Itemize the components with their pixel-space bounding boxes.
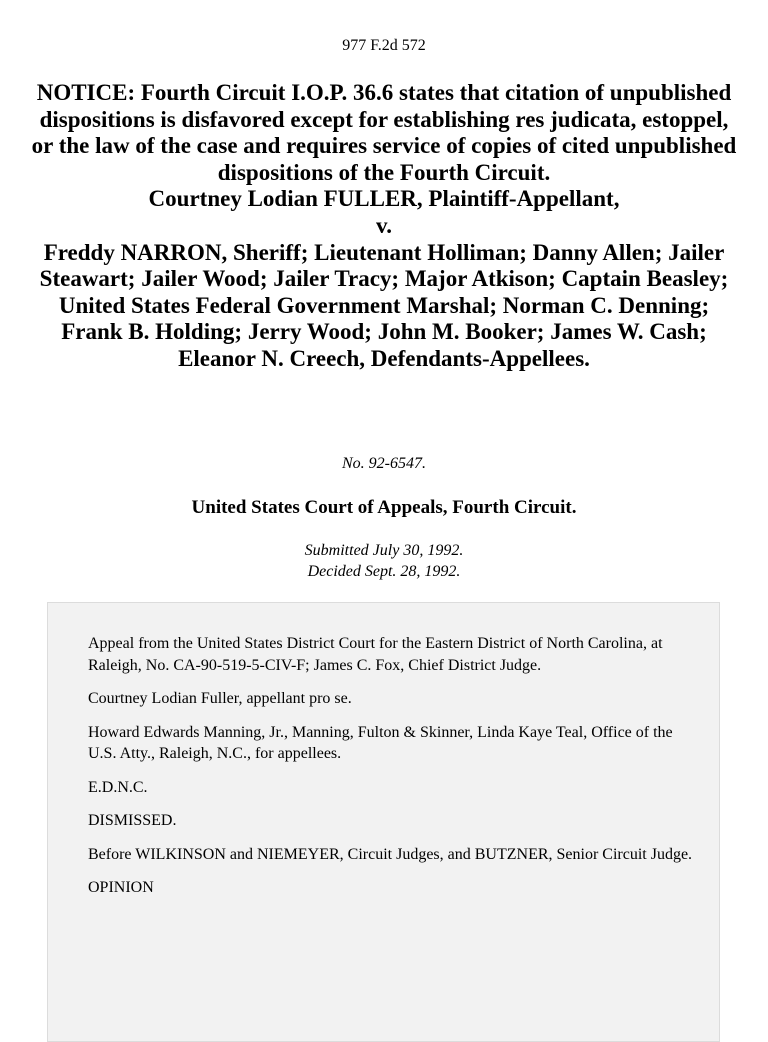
appeal-from-paragraph: Appeal from the United States District Court for the Eastern District of North Carolina, at Raleigh, No. CA-90-519-5-CIV-F; James C. Fox, Chief District Judge. <box>88 635 663 674</box>
case-dates <box>0 540 768 582</box>
appellant-counsel-paragraph: Courtney Lodian Fuller, appellant pro se. <box>88 690 352 707</box>
case-details-panel <box>47 602 720 1042</box>
case-details-content <box>88 633 698 911</box>
opinion-heading: OPINION <box>88 879 154 896</box>
submitted-date: Submitted July 30, 1992. <box>304 542 464 559</box>
district-paragraph: E.D.N.C. <box>88 778 148 796</box>
judges-paragraph: Before WILKINSON and NIEMEYER, Circuit Judges, and BUTZNER, Senior Circuit Judge. <box>88 845 693 863</box>
court-name: United States Court of Appeals, Fourth Circuit. <box>191 497 577 518</box>
docket-number: No. 92-6547. <box>342 455 426 472</box>
versus-line: v. <box>376 212 392 238</box>
defendants-line: Freddy NARRON, Sheriff; Lieutenant Holliman; Danny Allen; Jailer Steawart; Jailer Wood; Jailer Tracy; Major Atkison; Captain Beasley; United States Federal Government Marshal; Norman C. Denning; Frank B. Holding; Jerry Wood; John M. Booker; James W. Cash; Eleanor N. Creech, Defendants-Appellees. <box>39 239 729 371</box>
case-caption <box>30 80 738 373</box>
plaintiff-line: Courtney Lodian FULLER, Plaintiff-Appellant, <box>148 186 620 212</box>
notice-text: NOTICE: Fourth Circuit I.O.P. 36.6 states that citation of unpublished dispositions is disfavored except for establishing res judicata, estoppel, or the law of the case and requires service of copies of cited unpublished dispositions of the Fourth Circuit. <box>31 80 737 185</box>
decided-date: Decided Sept. 28, 1992. <box>307 563 461 580</box>
appellee-counsel-paragraph: Howard Edwards Manning, Jr., Manning, Fulton & Skinner, Linda Kaye Teal, Office of the U.S. Atty., Raleigh, N.C., for appellees. <box>88 723 673 762</box>
disposition-paragraph: DISMISSED. <box>88 812 177 829</box>
case-citation: 977 F.2d 572 <box>342 37 426 54</box>
